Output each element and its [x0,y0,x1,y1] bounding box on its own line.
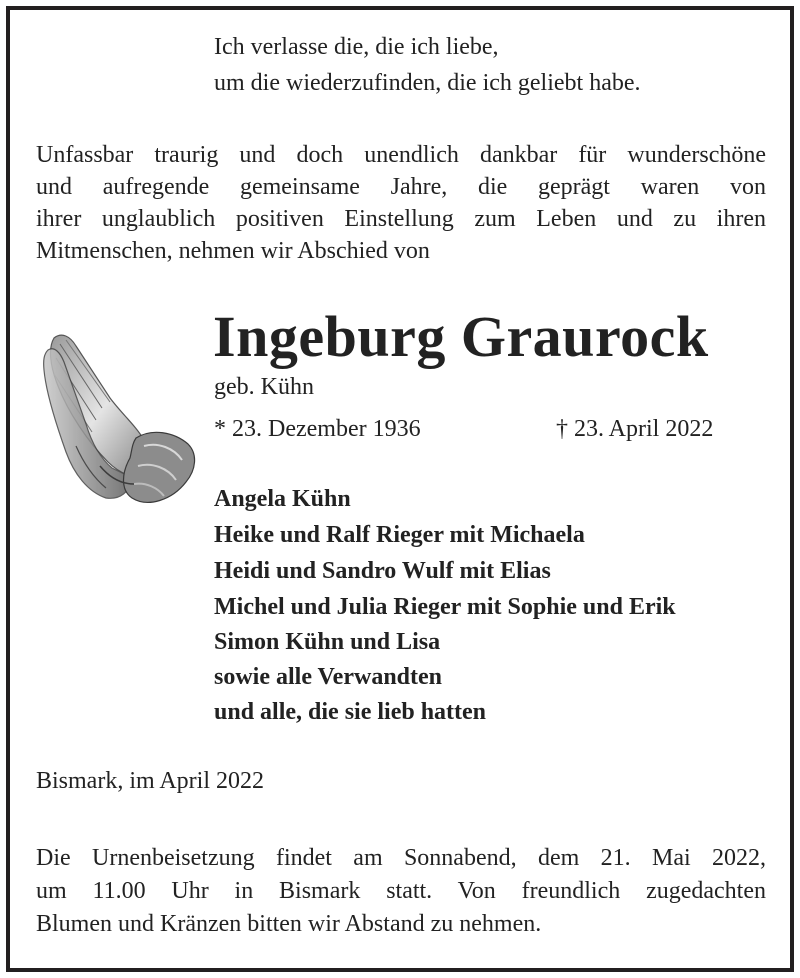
intro-line: ihrer unglaublich positiven Einstellung zum Leben und zu ihren [36,206,766,232]
funeral-line: Blumen und Kränzen bitten wir Abstand zu nehmen. [36,911,542,937]
place-date: Bismark, im April 2022 [36,768,264,794]
funeral-line: um 11.00 Uhr in Bismark statt. Von freundlich zugedachten [36,878,766,904]
intro-line: und aufregende gemeinsame Jahre, die geprägt waren von [36,174,766,200]
mourner-line: Simon Kühn und Lisa [214,629,441,655]
mourner-line: Michel und Julia Rieger mit Sophie und Erik [214,594,676,620]
deceased-name: Ingeburg Graurock [213,304,709,369]
mourner-line: Heike und Ralf Rieger mit Michaela [214,522,585,548]
intro-line: Mitmenschen, nehmen wir Abschied von [36,238,430,264]
intro-line: Unfassbar traurig und doch unendlich dankbar für wunderschöne [36,142,766,168]
funeral-line: Die Urnenbeisetzung findet am Sonnabend, dem 21. Mai 2022, [36,845,766,871]
verse-line: Ich verlasse die, die ich liebe, [214,34,499,60]
verse-line: um die wiederzufinden, die ich geliebt habe. [214,70,641,96]
praying-hands-icon [40,328,200,518]
mourner-line: Heidi und Sandro Wulf mit Elias [214,558,551,584]
mourner-line: Angela Kühn [214,486,351,512]
mourner-line: und alle, die sie lieb hatten [214,699,487,725]
mourner-line: sowie alle Verwandten [214,664,442,690]
birth-date: * 23. Dezember 1936 [214,416,421,442]
maiden-name: geb. Kühn [214,374,314,400]
death-date: † 23. April 2022 [556,416,714,442]
